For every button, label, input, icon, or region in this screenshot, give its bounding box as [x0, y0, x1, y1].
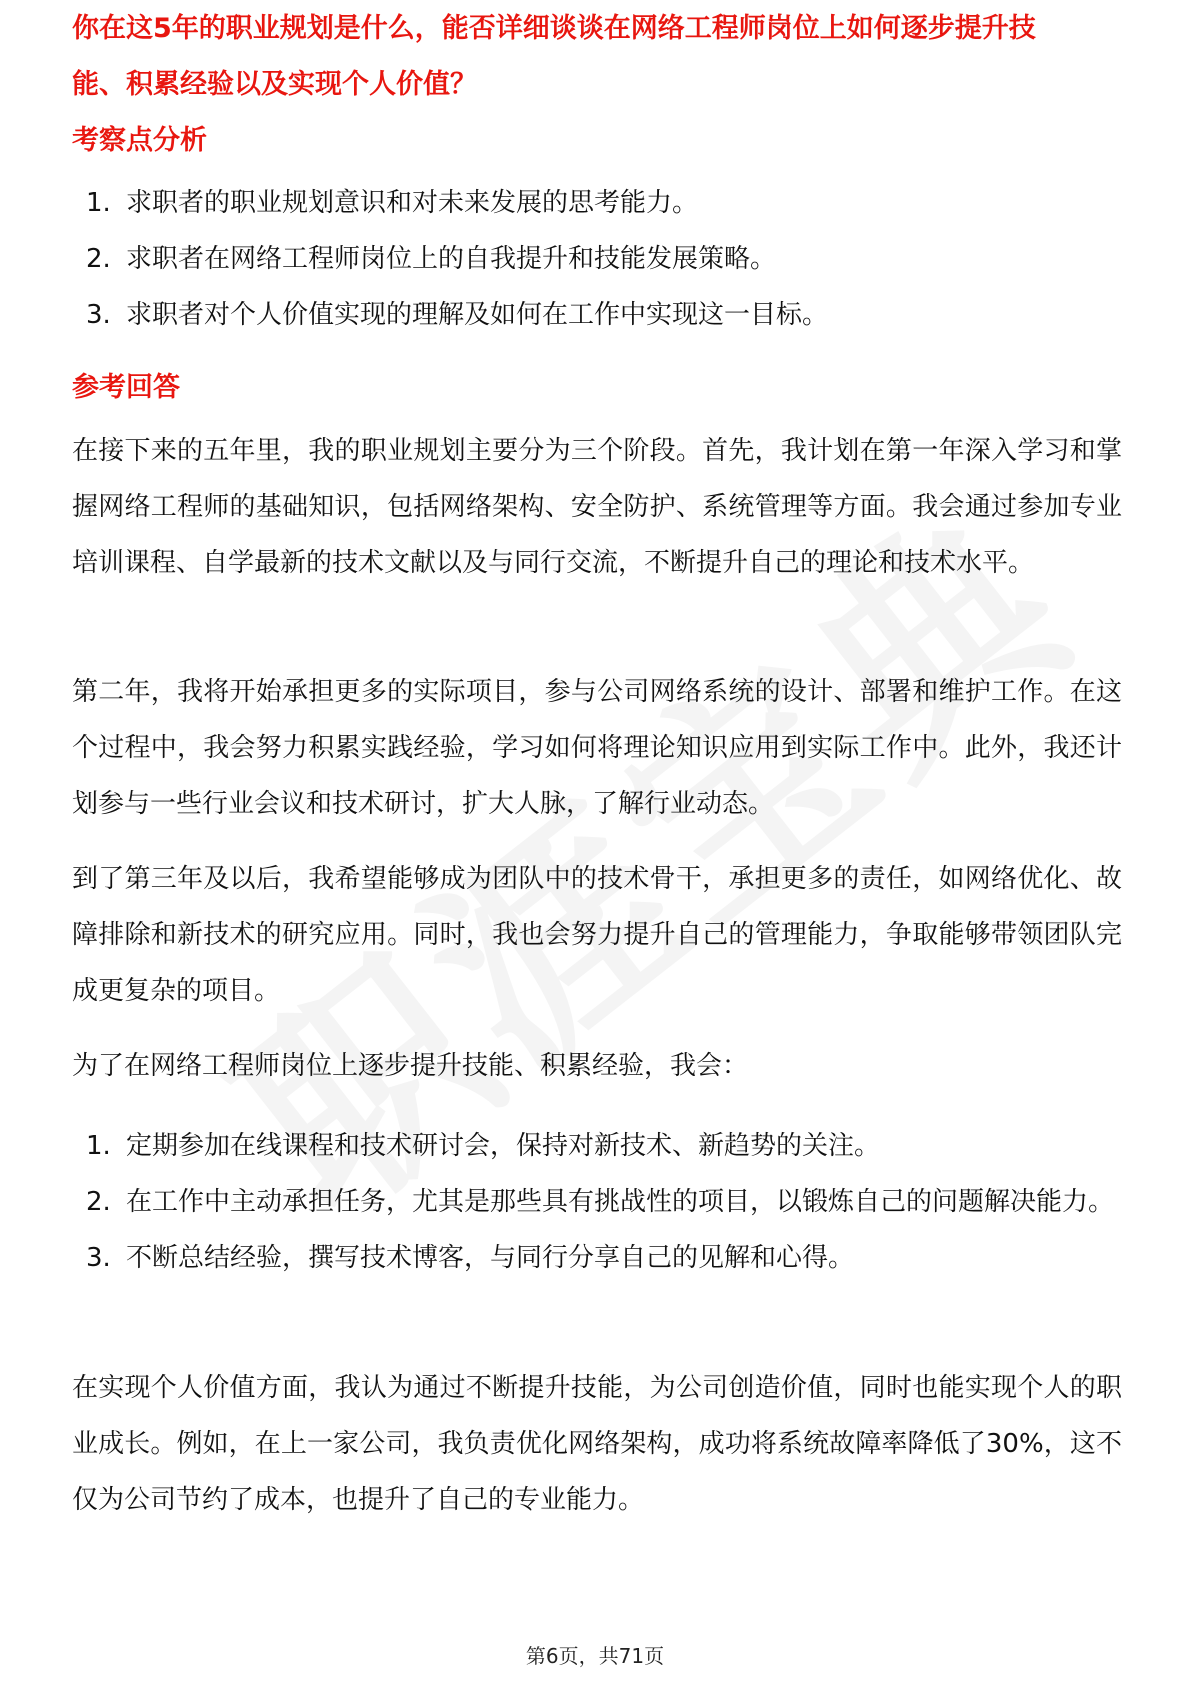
question-partial-text: 你在这5年的职业规划是什么，能否详细谈谈在网络工程师岗位上如何逐步提升技: [72, 13, 1036, 44]
analysis-item: 3. 求职者对个人价值实现的理解及如何在工作中实现这一目标。: [86, 300, 829, 330]
page-number: 第6页，共71页: [525, 1644, 665, 1668]
answer-paragraph-3: 到了第三年及以后，我希望能够成为团队中的技术骨干，承担更多的责任，如网络优化、故障排除和新技术的研究应用。同时，我也会努力提升自己的管理能力，争取能够带领团队完成更复杂的项目。: [72, 864, 1122, 1006]
analysis-list: [72, 175, 1122, 343]
answer-list: [72, 1118, 1122, 1286]
analysis-item-text: 求职者的职业规划意识和对未来发展的思考能力。: [126, 188, 699, 218]
analysis-heading: 考察点分析: [72, 125, 207, 156]
answer-paragraph-1: 在接下来的五年里，我的职业规划主要分为三个阶段。首先，我计划在第一年深入学习和掌握网络工程师的基础知识，包括网络架构、安全防护、系统管理等方面。我会通过参加专业培训课程、自学最新的技术文献以及与同行交流，不断提升自己的理论和技术水平。: [72, 436, 1122, 578]
question-last-line: 能、积累经验以及实现个人价值？: [72, 69, 477, 100]
analysis-item: 1. 求职者的职业规划意识和对未来发展的思考能力。: [86, 188, 699, 218]
answer-item-text: 定期参加在线课程和技术研讨会，保持对新技术、新趋势的关注。: [126, 1131, 881, 1161]
answer-item-text: 不断总结经验，撰写技术博客，与同行分享自己的见解和心得。: [126, 1243, 855, 1273]
question-partial-line: [72, 13, 1122, 52]
answer-heading: 参考回答: [72, 372, 180, 403]
answer-paragraph-4: 为了在网络工程师岗位上逐步提升技能、积累经验，我会：: [72, 1051, 749, 1081]
answer-paragraph-5: 在实现个人价值方面，我认为通过不断提升技能，为公司创造价值，同时也能实现个人的职业成长。例如，在上一家公司，我负责优化网络架构，成功将系统故障率降低了30%，这不仅为公司节约了成本，也提升了自己的专业能力。: [72, 1373, 1122, 1515]
analysis-item: 2. 求职者在网络工程师岗位上的自我提升和技能发展策略。: [86, 244, 777, 274]
answer-item: 1. 定期参加在线课程和技术研讨会，保持对新技术、新趋势的关注。: [86, 1131, 881, 1161]
analysis-item-text: 求职者在网络工程师岗位上的自我提升和技能发展策略。: [126, 244, 777, 274]
answer-item: 3. 不断总结经验，撰写技术博客，与同行分享自己的见解和心得。: [86, 1243, 855, 1273]
analysis-item-text: 求职者对个人价值实现的理解及如何在工作中实现这一目标。: [126, 300, 829, 330]
answer-paragraph-2: 第二年，我将开始承担更多的实际项目，参与公司网络系统的设计、部署和维护工作。在这个过程中，我会努力积累实践经验，学习如何将理论知识应用到实际工作中。此外，我还计划参与一些行业会议和技术研讨，扩大人脉，了解行业动态。: [72, 677, 1122, 819]
answer-item-text: 在工作中主动承担任务，尤其是那些具有挑战性的项目，以锻炼自己的问题解决能力。: [126, 1187, 1115, 1217]
answer-item: 2. 在工作中主动承担任务，尤其是那些具有挑战性的项目，以锻炼自己的问题解决能力。: [86, 1187, 1115, 1217]
